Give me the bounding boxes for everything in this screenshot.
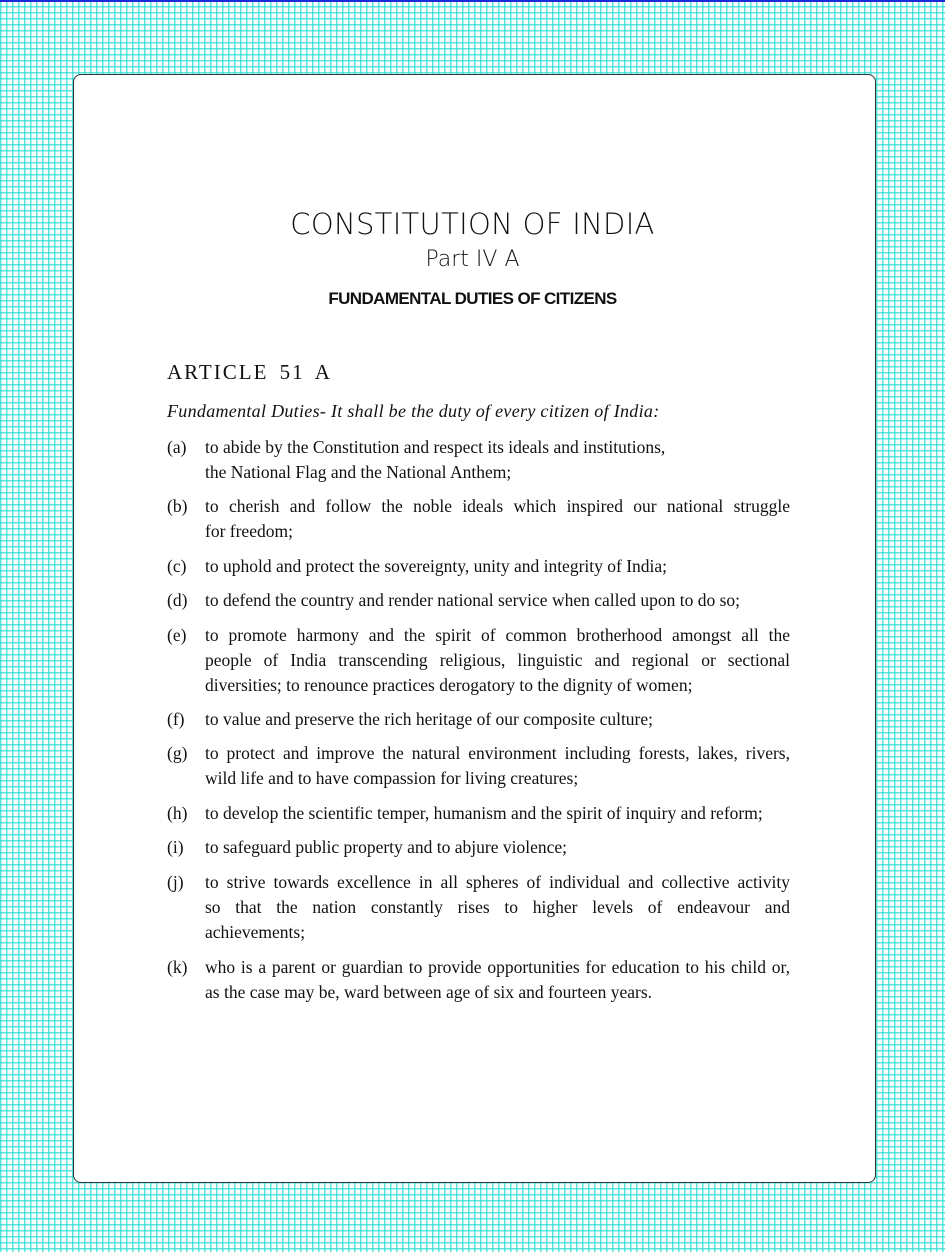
duty-text-line: who is a parent or guardian to provide opportunities for education to his child or, — [205, 957, 790, 977]
duty-item — [167, 494, 790, 544]
duty-label: (b) — [167, 496, 188, 516]
duty-label: (h) — [167, 803, 188, 823]
duty-item — [167, 835, 790, 860]
duty-text-line: for freedom; — [205, 521, 293, 541]
article-heading: ARTICLE 51 A — [167, 360, 332, 384]
duty-label: (f) — [167, 709, 185, 729]
duty-text-line: to abide by the Constitution and respect its ideals and institutions, — [205, 437, 666, 457]
duty-text-line: to value and preserve the rich heritage of our composite culture; — [205, 709, 654, 729]
duty-item — [167, 554, 790, 579]
duty-text-line: people of India transcending religious, linguistic and regional or sectional — [205, 650, 790, 670]
duty-label: (d) — [167, 590, 188, 610]
duty-item — [167, 435, 790, 485]
duty-item — [167, 741, 790, 791]
section-heading: FUNDAMENTAL DUTIES OF CITIZENS — [328, 289, 617, 308]
duty-item — [167, 801, 790, 826]
duty-text-line: as the case may be, ward between age of six and fourteen years. — [205, 982, 653, 1002]
duty-item — [167, 955, 790, 1005]
duty-item — [167, 707, 790, 732]
duty-text-line: to promote harmony and the spirit of common brotherhood amongst all the — [205, 625, 790, 645]
duty-label: (e) — [167, 625, 187, 645]
duty-text-line: to develop the scientific temper, humanism and the spirit of inquiry and reform; — [205, 803, 763, 823]
part-subtitle: Part IV A — [425, 247, 520, 272]
duty-text-line: to uphold and protect the sovereignty, unity and integrity of India; — [205, 556, 668, 576]
document-title: CONSTITUTION OF INDIA — [290, 207, 655, 241]
duty-label: (g) — [167, 743, 188, 763]
duty-text-line: to defend the country and render national service when called upon to do so; — [205, 590, 741, 610]
duty-label: (j) — [167, 872, 184, 892]
duty-label: (a) — [167, 437, 187, 457]
duty-item — [167, 870, 790, 945]
duty-text-line: to strive towards excellence in all spheres of individual and collective activity — [205, 872, 790, 892]
duty-text-line: achievements; — [205, 922, 306, 942]
duty-text-line: to cherish and follow the noble ideals which inspired our national struggle — [205, 496, 790, 516]
duty-label: (c) — [167, 556, 187, 576]
duty-text-line: the National Flag and the National Anthem; — [205, 462, 512, 482]
duty-text-line: wild life and to have compassion for living creatures; — [205, 768, 579, 788]
duty-item — [167, 623, 790, 698]
top-border-line — [0, 0, 945, 2]
intro-text: Fundamental Duties- It shall be the duty of every citizen of India: — [167, 401, 660, 421]
duty-text-line: to safeguard public property and to abjure violence; — [205, 837, 568, 857]
duty-text-line: so that the nation constantly rises to higher levels of endeavour and — [205, 897, 790, 917]
duty-text-line: to protect and improve the natural environment including forests, lakes, rivers, — [205, 743, 790, 763]
duty-text-line: diversities; to renounce practices derogatory to the dignity of women; — [205, 675, 693, 695]
duty-item — [167, 588, 790, 613]
duty-label: (i) — [167, 837, 184, 857]
duty-label: (k) — [167, 957, 188, 977]
